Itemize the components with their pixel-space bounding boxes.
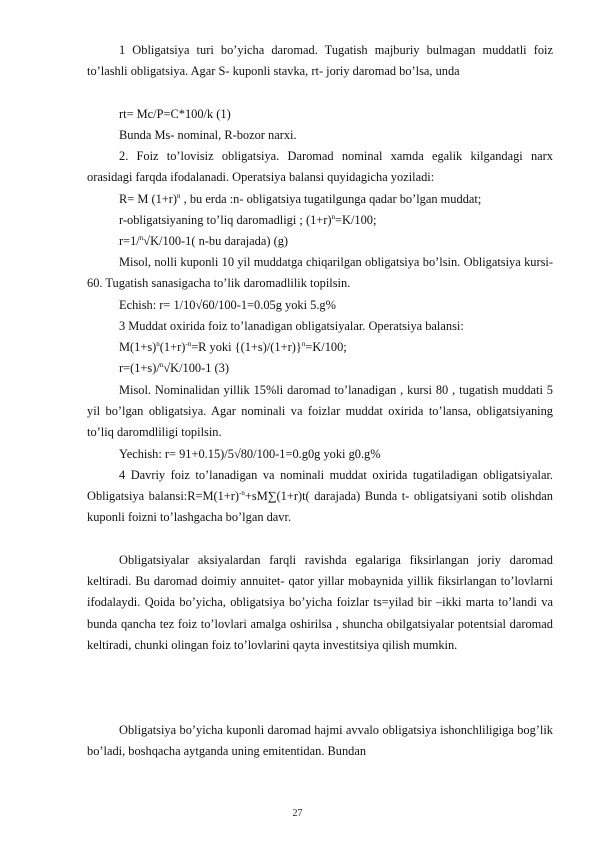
formula-root-exponent: n: [139, 234, 144, 242]
formula-full-yield: [119, 210, 553, 231]
formula-current-yield: rt= Mc/P=C*100/k (1): [119, 107, 231, 121]
paragraph-example-1: Misol, nolli kuponli 10 yil muddatga chiqarilgan obligatsiya bo’lsin. Obligatsiya kursi- 60. Tugatish sanasigacha to’lik daromadlilik topilsin.: [87, 255, 553, 291]
paragraph-periodic-interest-b: +sM∑(1+r)t( darajada) Bunda t- obligatsiyani sotib olishdan kuponli foizni to’lashgacha bo’lgan davr.: [87, 489, 554, 525]
paragraph-example-2: Misol. Nominalidan yillik 15%li daromad to’lanadigan , kursi 80 , tugatish muddati 5 yil bo’lgan obligatsiya. Agar nominali va foizlar muddat oxirida to’lansa, obligatsiyaning to’liq daromdliligi topilsin.: [87, 383, 553, 440]
formula-balance-3-exp3: n: [301, 340, 306, 348]
formula-root-text: r=1/: [119, 234, 140, 248]
paragraph-periodic-interest: [87, 465, 553, 529]
paragraph-zero-coupon: 2. Foiz to’lovisiz obligatsiya. Daromad nominal xamda egalik kilgandagi narx orasidagi farqda ifodalanadi. Operatsiya balansi quyidagicha yoziladi:: [87, 149, 553, 185]
formula-balance-3-exp1: n: [156, 340, 160, 348]
formula-balance-3-d: =K/100;: [305, 340, 347, 354]
paragraph-periodic-interest-a: 4 Davriy foiz to’lanadigan va nominali muddat oxirida tugatiladigan obligatsiyalar. Obligatsiya balansi:R=M(1+r): [87, 468, 553, 504]
formula-yield-3-b: √K/100-1 (3): [163, 361, 229, 375]
formula-yield-3-a: r=(1+s)/: [119, 361, 160, 375]
heading-maturity-interest: 3 Muddat oxirida foiz to’lanadigan obligatsiyalar. Operatsiya balansi:: [119, 319, 464, 333]
solution-1: Echish: r= 1/10√60/100-1=0.05g yoki 5.g%: [119, 298, 336, 312]
formula-balance-3-c: =R yoki {(1+s)/(1+r)}: [191, 340, 302, 354]
formula-balance-exponent: n: [177, 192, 181, 200]
formula-balance-note: , bu erda :n- obligatsiya tugatilgunga qadar bo’lgan muddat;: [180, 192, 482, 206]
formula-balance-3: [119, 337, 553, 358]
formula-balance: [119, 189, 553, 210]
formula-balance-3-a: M(1+s): [119, 340, 157, 354]
paragraph-obligation-type: 1 Obligatsiya turi bo’yicha daromad. Tugatish majburiy bulmagan muddatli foiz to’lashli obligatsiya. Agar S- kuponli stavka, rt- joriy daromad bo’lsa, unda: [87, 43, 553, 79]
solution-2: Yechish: r= 91+0.15)/5√80/100-1=0.g0g yoki g0.g%: [119, 447, 381, 461]
formula-root-tail: √K/100-1( n-bu darajada) (g): [143, 234, 289, 248]
formula-yield-3: [119, 358, 553, 379]
formula-balance-text: R= M (1+r): [119, 192, 178, 206]
formula-root: [119, 231, 553, 252]
paragraph-periodic-interest-exp: -n: [239, 489, 245, 498]
paragraph-coupon-income: Obligatsiya bo’yicha kuponli daromad hajmi avvalo obligatsiya ishonchliligiga bog’lik bo’ladi, boshqacha aytganda uning emitentidan. Bundan: [87, 723, 553, 759]
paragraph-definitions: Bunda Ms- nominal, R-bozor narxi.: [119, 128, 297, 142]
paragraph-fixed-income: Obligatsiyalar aksiyalardan farqli ravishda egalariga fiksirlangan joriy daromad keltiradi. Bu daromad doimiy annuitet- qator yillar mobaynida yillik fiksirlangan to’lovlarni ifodalaydi. Qoida bo’yicha, obligatsiya bo’yicha foizlar ts=yilad bir –ikki marta to’landi va bunda qancha tez foiz to’lovlari amalga oshirilsa , shuncha obilgatsiyalar potentsial daromad keltiradi, chunki olingan foiz to’lovlarini qayta investitsiya qilish mumkin.: [87, 553, 553, 652]
formula-yield-3-exp: n: [159, 361, 164, 369]
formula-full-yield-text: r-obligatsiyaning to’liq daromadligi ; (1+r): [119, 213, 332, 227]
formula-full-yield-tail: =K/100;: [335, 213, 377, 227]
page-number: 27: [292, 808, 303, 819]
formula-balance-3-exp2: -n: [185, 340, 192, 348]
formula-balance-3-b: (1+r): [159, 340, 186, 354]
formula-full-yield-exponent: n: [331, 213, 336, 221]
